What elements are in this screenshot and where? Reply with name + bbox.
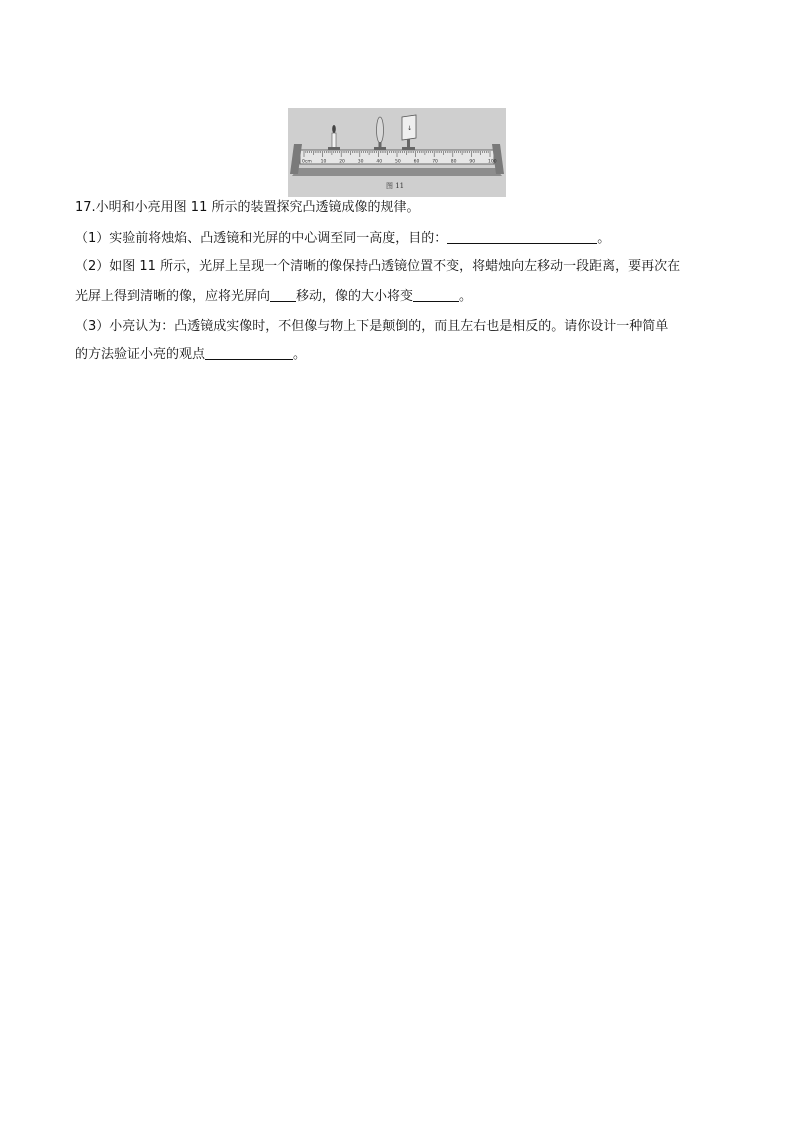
optical-bench-figure — [288, 108, 506, 197]
answer-blank-1[interactable] — [447, 229, 597, 244]
part-2-end: 。 — [459, 289, 473, 304]
part-1-end: 。 — [597, 231, 611, 246]
ruler-label: 50 — [395, 159, 401, 165]
part-3-text: 的方法验证小亮的观点 — [75, 347, 206, 362]
ruler-label: 70 — [432, 159, 438, 165]
part-2-text-a: 光屏上得到清晰的像，应将光屏向 — [75, 289, 271, 304]
question-part-2-line-1: （2）如图 11 所示，光屏上呈现一个清晰的像保持凸透镜位置不变，将蜡烛向左移动一段距离，要再次在 — [75, 259, 681, 274]
ruler-label: 100 — [488, 159, 497, 165]
figure-caption: 图 11 — [386, 182, 405, 190]
ruler-label: 60 — [413, 159, 420, 165]
optical-bench-image — [288, 108, 506, 197]
svg-text:↓: ↓ — [407, 125, 413, 132]
ruler-label: 80 — [450, 159, 457, 165]
question-part-1 — [75, 229, 735, 248]
ruler-label: 40 — [376, 159, 383, 165]
question-part-2-line-2 — [75, 287, 735, 306]
answer-blank-2[interactable] — [270, 287, 296, 302]
ruler-label: 0cm — [302, 159, 312, 165]
part-2-text-b: 移动，像的大小将变 — [296, 289, 414, 304]
answer-blank-4[interactable] — [205, 345, 293, 360]
ruler-label: 10 — [320, 159, 327, 165]
answer-blank-3[interactable] — [413, 287, 459, 302]
part-3-end: 。 — [293, 347, 307, 362]
question-title: 17.小明和小亮用图 11 所示的装置探究凸透镜成像的规律。 — [75, 200, 420, 215]
part-1-text: （1）实验前将烛焰、凸透镜和光屏的中心调至同一高度，目的： — [75, 231, 448, 246]
ruler-label: 90 — [469, 159, 476, 165]
ruler-label: 30 — [357, 159, 364, 165]
question-part-3-line-1: （3）小亮认为：凸透镜成实像时，不但像与物上下是颠倒的，而且左右也是相反的。请你设计一种简单 — [75, 319, 669, 334]
ruler-label: 20 — [339, 159, 345, 165]
question-part-3-line-2 — [75, 345, 735, 364]
